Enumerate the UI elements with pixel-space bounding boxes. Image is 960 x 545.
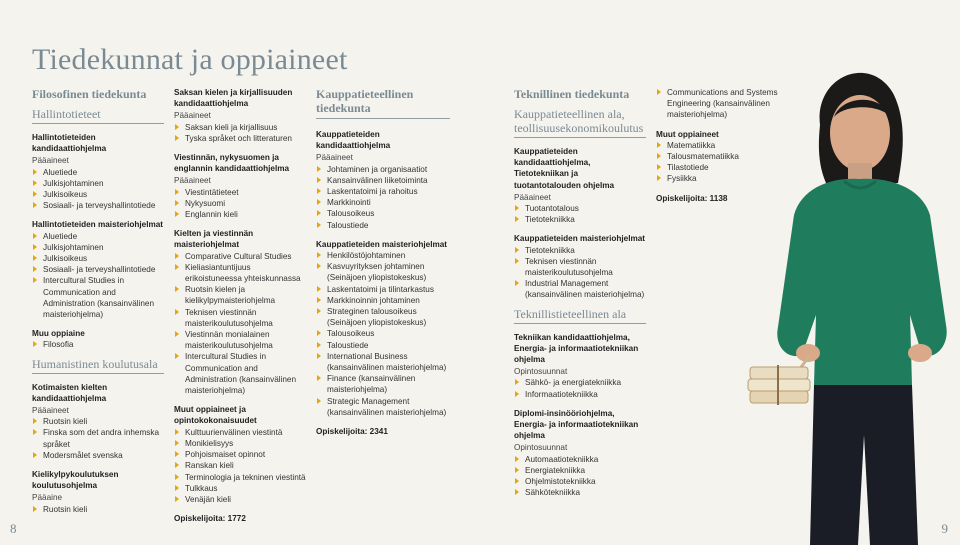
subject-item: Talousoikeus bbox=[316, 328, 450, 339]
program-title: Viestinnän, nykysuomen ja englannin kandidaattiohjelma bbox=[174, 153, 290, 174]
subject-item: Saksan kieli ja kirjallisuus bbox=[174, 122, 306, 133]
jeans bbox=[810, 385, 918, 545]
program-label: Pääaineet bbox=[32, 156, 69, 166]
subject-item: Ruotsin kieli bbox=[32, 416, 164, 427]
subject-item: Teknisen viestinnän maisterikoulutusohjelma bbox=[514, 256, 646, 278]
program-label: Opintosuunnat bbox=[514, 367, 568, 377]
subject-item: Kieliasiantuntijuus erikoistuneessa yhteiskunnassa bbox=[174, 262, 306, 284]
subject-item: Venäjän kieli bbox=[174, 494, 306, 505]
subject-list bbox=[514, 454, 646, 499]
subject-item: Talousmatematiikka bbox=[656, 151, 788, 162]
subject-item: Tilastotiede bbox=[656, 162, 788, 173]
program-title: Diplomi-insinööriohjelma, Energia- ja informaatiotekniikan ohjelma bbox=[514, 408, 639, 441]
subject-item: Nykysuomi bbox=[174, 198, 306, 209]
program-title: Kielikylpykoulutuksen koulutusohjelma bbox=[32, 470, 119, 491]
subject-item: Julkisoikeus bbox=[32, 189, 164, 200]
program-title: Kauppatieteiden kandidaattiohjelma bbox=[316, 130, 391, 151]
section-title: Kauppatieteellinen ala, teollisuusekonomikoulutus bbox=[514, 107, 646, 138]
subject-item: Johtaminen ja organisaatiot bbox=[316, 164, 450, 175]
subject-item: Tietotekniikka bbox=[514, 245, 646, 256]
book-bundle bbox=[748, 365, 810, 405]
program-label: Pääaineet bbox=[514, 192, 551, 202]
subject-list bbox=[174, 251, 306, 397]
program-title: Muut oppiaineet bbox=[656, 129, 719, 139]
student-count: Opiskelijoita: 1138 bbox=[656, 193, 728, 203]
section-title: Teknillistieteellinen ala bbox=[514, 307, 646, 324]
column-languages bbox=[174, 87, 306, 524]
program-title: Kauppatieteiden maisteriohjelmat bbox=[514, 234, 646, 244]
faculty-title: Filosofinen tiedekunta bbox=[32, 87, 147, 101]
program-label: Opintosuunnat bbox=[514, 443, 568, 453]
page-number-left: 8 bbox=[10, 521, 17, 536]
student-count: Opiskelijoita: 2341 bbox=[316, 427, 388, 437]
subject-list bbox=[32, 504, 164, 515]
subject-item: Taloustiede bbox=[316, 220, 450, 231]
subject-item: Ruotsin kieli bbox=[32, 504, 164, 515]
subject-item: Energiatekniikka bbox=[514, 465, 646, 476]
subject-item: Intercultural Studies in Communication and Administration (kansainvälinen maisteriohjelma) bbox=[32, 275, 164, 320]
subject-item: Julkisoikeus bbox=[32, 253, 164, 264]
subject-item: Viestinnän monialainen maisterikoulutusohjelma bbox=[174, 329, 306, 351]
subject-item: Automaatiotekniikka bbox=[514, 454, 646, 465]
student-photo bbox=[722, 55, 960, 545]
subject-item: Markkinoinnin johtaminen bbox=[316, 295, 450, 306]
program-title: Kielten ja viestinnän maisteriohjelmat bbox=[174, 229, 254, 250]
subject-item: Aluetiede bbox=[32, 167, 164, 178]
subject-item: Tietotekniikka bbox=[514, 214, 646, 225]
subject-item: Sähkötekniikka bbox=[514, 487, 646, 498]
subject-item: Filosofia bbox=[32, 339, 164, 350]
program-title: Saksan kielen ja kirjallisuuden kandidaattiohjelma bbox=[174, 88, 293, 109]
subject-item: Strategic Management (kansainvälinen maisteriohjelma) bbox=[316, 396, 450, 418]
subject-item: Sosiaali- ja terveyshallintotiede bbox=[32, 264, 164, 275]
subject-list bbox=[32, 339, 164, 350]
subject-item: Ohjelmistotekniikka bbox=[514, 476, 646, 487]
subject-item: Markkinointi bbox=[316, 197, 450, 208]
subject-item: Finance (kansainvälinen maisteriohjelma) bbox=[316, 373, 450, 395]
subject-item: Sähkö- ja energiatekniikka bbox=[514, 377, 646, 388]
subject-item: Aluetiede bbox=[32, 231, 164, 242]
subject-item: Sosiaali- ja terveyshallintotiede bbox=[32, 200, 164, 211]
subject-item: Monikielisyys bbox=[174, 438, 306, 449]
subject-item: Strateginen talousoikeus (Seinäjoen yliopistokeskus) bbox=[316, 306, 450, 328]
page-title: Tiedekunnat ja oppiaineet bbox=[32, 43, 348, 76]
subject-item: Ranskan kieli bbox=[174, 460, 306, 471]
program-label: Pääaineet bbox=[174, 111, 211, 121]
subject-item: Informaatiotekniikka bbox=[514, 389, 646, 400]
subject-item: Talousoikeus bbox=[316, 208, 450, 219]
program-label: Pääaineet bbox=[316, 153, 353, 163]
section-title: Humanistinen koulutusala bbox=[32, 357, 164, 374]
subject-list bbox=[514, 377, 646, 399]
subject-item: Laskentatoimi ja rahoitus bbox=[316, 186, 450, 197]
program-label: Pääaineet bbox=[32, 406, 69, 416]
subject-list bbox=[174, 187, 306, 221]
subject-item: Finska som det andra inhemska språket bbox=[32, 427, 164, 449]
subject-item: Industrial Management (kansainvälinen maisteriohjelma) bbox=[514, 278, 646, 300]
subject-item: International Business (kansainvälinen maisteriohjelma) bbox=[316, 351, 450, 373]
subject-item: Communications and Systems Engineering (kansainvälinen maisteriohjelma) bbox=[656, 87, 788, 121]
subject-item: Tulkkaus bbox=[174, 483, 306, 494]
program-label: Pääaine bbox=[32, 493, 63, 503]
program-title: Tekniikan kandidaattiohjelma, Energia- ja informaatiotekniikan ohjelma bbox=[514, 332, 639, 365]
subject-item: Laskentatoimi ja tilintarkastus bbox=[316, 284, 450, 295]
subject-list bbox=[514, 203, 646, 225]
subject-item: Tyska språket och litteraturen bbox=[174, 133, 306, 144]
subject-item: Kasvuyrityksen johtaminen (Seinäjoen yliopistokeskus) bbox=[316, 261, 450, 283]
subject-item: Englannin kieli bbox=[174, 209, 306, 220]
section-title: Hallintotieteet bbox=[32, 107, 164, 124]
subject-list bbox=[316, 250, 450, 418]
subject-list bbox=[174, 122, 306, 144]
student-count: Opiskelijoita: 1772 bbox=[174, 514, 246, 524]
subject-item: Pohjoismaiset opinnot bbox=[174, 449, 306, 460]
subject-list bbox=[316, 164, 450, 231]
program-title: Hallintotieteiden kandidaattiohjelma bbox=[32, 133, 107, 154]
subject-item: Comparative Cultural Studies bbox=[174, 251, 306, 262]
program-title: Kauppatieteiden maisteriohjelmat bbox=[316, 239, 448, 249]
subject-list bbox=[32, 231, 164, 321]
subject-item: Intercultural Studies in Communication and Administration (kansainvälinen maisteriohjelma) bbox=[174, 351, 306, 396]
faculty-title: Teknillinen tiedekunta bbox=[514, 87, 630, 101]
column-business bbox=[316, 87, 450, 437]
subject-item: Teknisen viestinnän maisterikoulutusohjelma bbox=[174, 307, 306, 329]
subject-item: Fysiikka bbox=[656, 173, 788, 184]
program-title: Muu oppiaine bbox=[32, 329, 85, 339]
column-philosophy bbox=[32, 87, 164, 515]
subject-item: Kulttuurienvälinen viestintä bbox=[174, 427, 306, 438]
program-title: Kotimaisten kielten kandidaattiohjelma bbox=[32, 382, 108, 403]
subject-list bbox=[32, 416, 164, 461]
subject-item: Matematiikka bbox=[656, 140, 788, 151]
subject-item: Julkisjohtaminen bbox=[32, 242, 164, 253]
subject-item: Ruotsin kielen ja kielikylpymaisteriohjelma bbox=[174, 284, 306, 306]
program-title: Hallintotieteiden maisteriohjelmat bbox=[32, 220, 164, 230]
column-technology bbox=[514, 87, 646, 498]
subject-item: Viestintätieteet bbox=[174, 187, 306, 198]
subject-list bbox=[514, 245, 646, 301]
page-number-right: 9 bbox=[941, 521, 948, 536]
subject-item: Henkilöstöjohtaminen bbox=[316, 250, 450, 261]
subject-item: Kansainvälinen liiketoiminta bbox=[316, 175, 450, 186]
program-title: Kauppatieteiden kandidaattiohjelma, Tietotekniikan ja tuotantotalouden ohjelma bbox=[514, 147, 615, 190]
program-label: Pääaineet bbox=[174, 176, 211, 186]
program-title: Muut oppiaineet ja opintokokonaisuudet bbox=[174, 405, 257, 426]
subject-list bbox=[174, 427, 306, 505]
faculty-title: Kauppatieteellinen tiedekunta bbox=[316, 87, 450, 119]
subject-item: Taloustiede bbox=[316, 340, 450, 351]
subject-item: Tuotantotalous bbox=[514, 203, 646, 214]
subject-item: Modersmålet svenska bbox=[32, 450, 164, 461]
subject-item: Terminologia ja tekninen viestintä bbox=[174, 472, 306, 483]
subject-item: Julkisjohtaminen bbox=[32, 178, 164, 189]
subject-list bbox=[32, 167, 164, 212]
